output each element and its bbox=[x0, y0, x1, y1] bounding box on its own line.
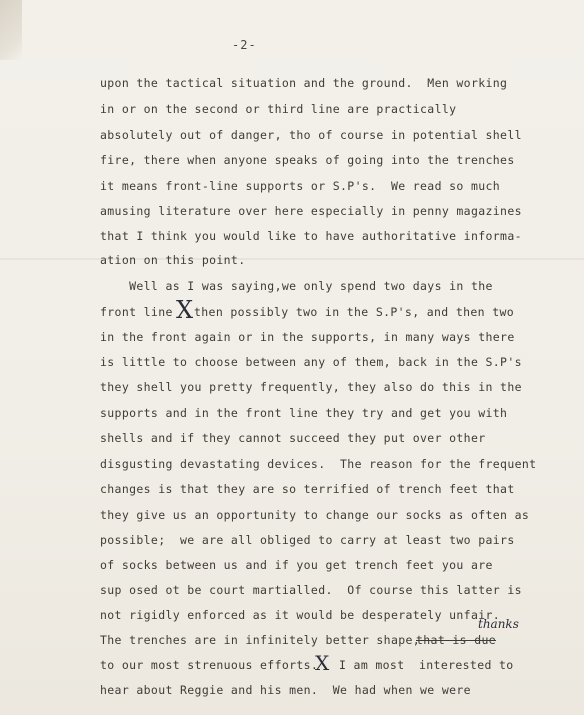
text-line: is little to choose between any of them, back in the S.P's bbox=[100, 355, 522, 369]
text-line: supports and in the front line they try and get you with bbox=[100, 406, 508, 420]
handwritten-insertion: thanks bbox=[478, 617, 519, 631]
text-line: possible; we are all obliged to carry at least two pairs bbox=[100, 533, 515, 547]
text-line: in or on the second or third line are practically bbox=[100, 102, 457, 116]
struck-text: that is due bbox=[416, 633, 497, 647]
text-line: they shell you pretty frequently, they also do this in the bbox=[100, 380, 522, 394]
text-line: I am most interested to bbox=[339, 658, 514, 672]
text-line: hear about Reggie and his men. We had when we were bbox=[100, 683, 471, 697]
text-line: amusing literature over here especially in penny magazines bbox=[100, 204, 522, 218]
cross-mark: X bbox=[176, 296, 194, 324]
text-line: not rigidly enforced as it would be desperately unfair. bbox=[100, 608, 501, 622]
text-line: changes is that they are so terrified of trench feet that bbox=[100, 482, 515, 496]
text-line: it means front-line supports or S.P's. We read so much bbox=[100, 179, 501, 193]
text-line: sup osed ot be court martialled. Of course this latter is bbox=[100, 583, 522, 597]
text-line: of socks between us and if you get trench feet you are bbox=[100, 558, 493, 572]
text-line: then possibly two in the S.P's, and then two bbox=[194, 305, 515, 319]
text-line: they give us an opportunity to change our socks as often as bbox=[100, 508, 530, 522]
text-line: The trenches are in infinitely better shape, bbox=[100, 633, 421, 647]
text-line: in the front again or in the supports, in many ways there bbox=[100, 330, 515, 344]
paper-crease bbox=[0, 258, 584, 260]
text-line: fire, there when anyone speaks of going into the trenches bbox=[100, 153, 515, 167]
page-number: -2- bbox=[232, 38, 257, 52]
text-line: Well as I was saying,we only spend two days in the bbox=[100, 279, 493, 293]
text-line: to our most strenuous efforts. bbox=[100, 658, 319, 672]
text-line: disgusting devastating devices. The reason for the frequent bbox=[100, 457, 537, 471]
text-line: that I think you would like to have authoritative informa- bbox=[100, 229, 522, 243]
text-line: upon the tactical situation and the ground. Men working bbox=[100, 76, 508, 90]
text-line: shells and if they cannot succeed they put over other bbox=[100, 431, 486, 445]
text-line: front line bbox=[100, 305, 173, 319]
text-line: ation on this point. bbox=[100, 253, 246, 267]
folded-corner bbox=[0, 0, 22, 60]
text-line: absolutely out of danger, tho of course in potential shell bbox=[100, 128, 522, 142]
cross-mark: X bbox=[315, 651, 330, 675]
